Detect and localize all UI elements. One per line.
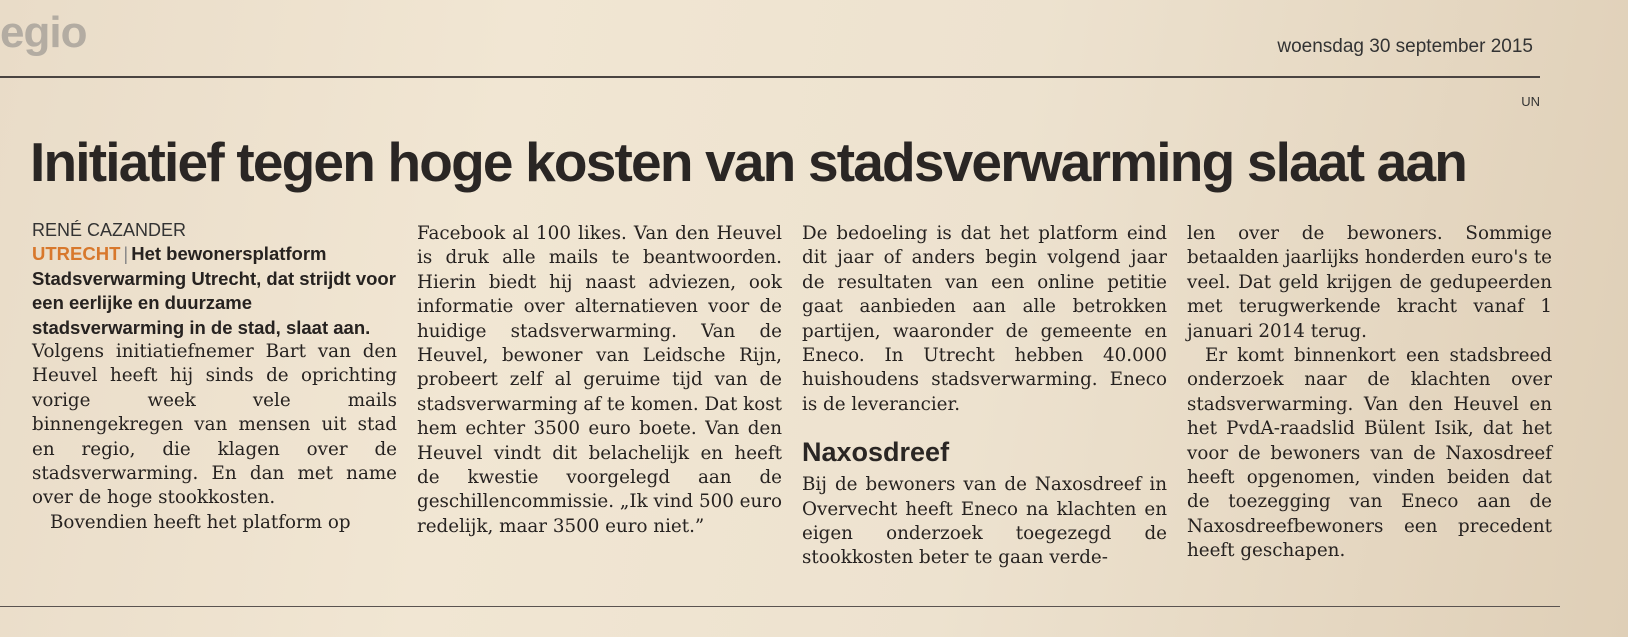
column-4 — [1187, 218, 1552, 571]
byline: RENÉ CAZANDER — [32, 220, 187, 240]
paragraph: De bedoeling is dat het platform eind dit jaar of anders begin volgend jaar de resultaten van een online petitie gaat aanbieden aan alle betrokken partijen, waaronder de gemeente en Eneco. In Utrecht hebben 40.000 huishoudens stadsverwarming. Eneco is de leverancier. — [802, 223, 1167, 415]
article-body — [32, 218, 1552, 571]
column-3 — [802, 218, 1167, 571]
paragraph: Bij de bewoners van de Naxosdreef in Overvecht heeft Eneco na klachten en eigen onderzoek toegezegd de stookkosten beter te gaan verde- — [802, 474, 1167, 569]
publication-date: woensdag 30 september 2015 — [1277, 36, 1533, 57]
top-rule — [0, 76, 1540, 78]
paragraph: Er komt binnenkort een stadsbreed onderzoek naar de klachten over stadsverwarming. Van den Heuvel en het PvdA-raadslid Bülent Isik, dat het voor de bewoners van de Naxosdreef heeft opgenomen, vinden beiden dat de toezegging van Eneco aan de Naxosdreefbewoners een precedent heeft geschapen. — [1187, 345, 1552, 562]
paragraph: Bovendien heeft het platform op — [50, 511, 351, 533]
paragraph: len over de bewoners. Sommige betaalden jaarlijks honderden euro's te veel. Dat geld krijgen de gedupeerden met terugwerkende kracht vanaf 1 januari 2014 terug. — [1187, 223, 1552, 342]
lead-paragraph — [32, 242, 397, 340]
paragraph: Facebook al 100 likes. Van den Heuvel is druk alle mails te beantwoorden. Hierin biedt hij naast adviezen, ook informatie over alternatieven voor de huidige stadsverwarming. Van de Heuvel, bewoner van Leidsche Rijn, probeert zelf al geruime tijd van de stadsverwarming af te komen. Dat kost hem echter 3500 euro boete. Van den Heuvel vindt dit belachelijk en heeft de kwestie voorgelegd aan de geschillencommissie. „Ik vind 500 euro redelijk, maar 3500 euro niet.” — [417, 223, 782, 537]
edition-code: UN — [1521, 94, 1540, 109]
subheading: Naxosdreef — [802, 437, 950, 468]
column-1 — [32, 218, 397, 571]
lead-text: Het bewonersplatform Stadsverwarming Utrecht, dat strijdt voor een eerlijke en duurzame stadsverwarming in de stad, slaat aan. — [32, 243, 396, 338]
section-name: egio — [0, 8, 87, 57]
dateline-separator: | — [123, 243, 129, 264]
bottom-rule — [0, 606, 1560, 607]
article-headline: Initiatief tegen hoge kosten van stadsverwarming slaat aan — [30, 131, 1467, 193]
column-2 — [417, 218, 782, 571]
paragraph: Volgens initiatiefnemer Bart van den Heuvel heeft hij sinds de oprichting vorige week vele mails binnengekregen van mensen uit stad en regio, die klagen over de stadsverwarming. En dan met name over de hoge stookkosten. — [32, 341, 397, 509]
dateline: UTRECHT — [32, 243, 121, 264]
